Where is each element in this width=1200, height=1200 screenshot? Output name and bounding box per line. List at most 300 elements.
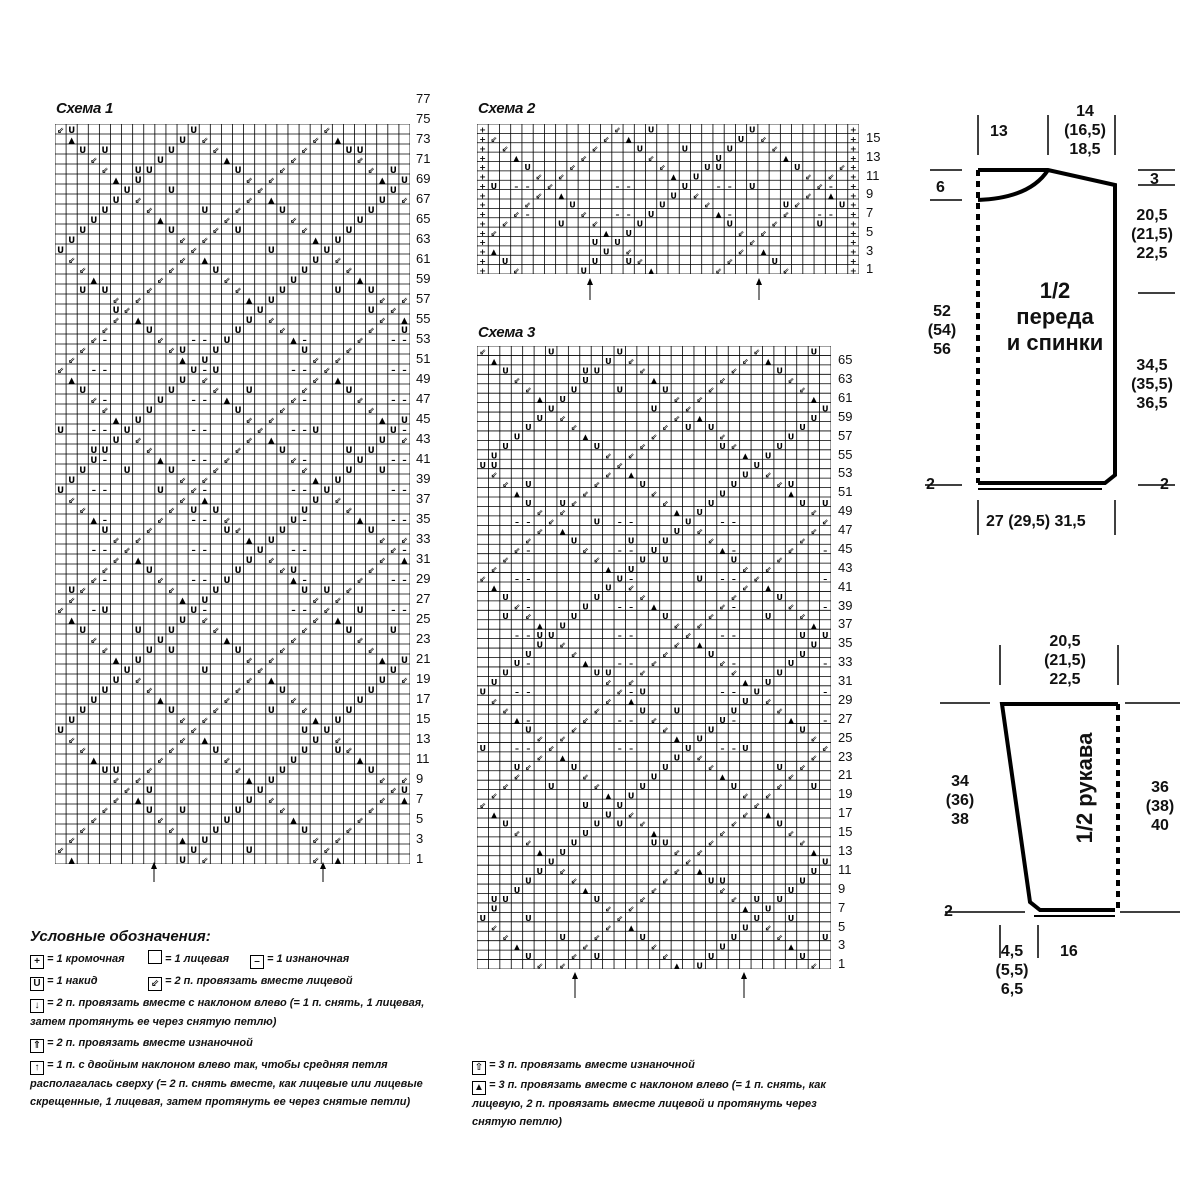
stitch-symbol: U [134,176,142,186]
stitch-symbol: ⇙ [696,848,704,858]
stitch-symbol: ⇙ [334,496,342,506]
stitch-symbol: ⇙ [145,286,153,296]
stitch-symbol: + [479,172,486,182]
stitch-symbol: ⇙ [490,135,498,145]
stitch-symbol: U [267,536,275,546]
stitch-symbol: U [334,746,342,756]
stitch-symbol: ⇙ [190,486,198,496]
stitch-symbol: U [367,286,375,296]
stitch-symbol: U [776,895,783,905]
stitch-symbol: ⇙ [201,856,209,864]
stitch-symbol: U [776,593,783,603]
stitch-symbol: ⇙ [810,734,818,744]
stitch-symbol: ⇙ [764,923,772,933]
row-number: 59 [838,408,853,424]
stitch-symbol: ⇙ [673,866,681,876]
stitch-symbol: ⇙ [525,385,532,395]
stitch-symbol: ⇙ [707,536,715,546]
stitch-symbol: ⇙ [267,656,275,666]
stitch-symbol: – [629,744,634,754]
stitch-symbol: U [356,456,364,466]
stitch-symbol: ⇙ [267,416,275,426]
stitch-symbol: – [102,396,108,406]
stitch-symbol: U [707,649,715,659]
stitch-symbol: ⇙ [627,451,635,461]
stitch-symbol: ⇙ [378,316,386,326]
stitch-symbol: ⇙ [546,181,554,191]
stitch-symbol: U [201,356,209,366]
stitch-symbol: ⇙ [776,781,783,791]
stitch-symbol: U [776,819,783,829]
stitch-symbol: – [526,687,531,697]
stitch-symbol: U [367,766,375,776]
stitch-symbol: ▲ [112,416,120,426]
legend-item-p2tog: ⇑ = 2 п. провязать вместе изнаночной [30,1034,253,1053]
stitch-symbol: ⇙ [793,200,801,210]
stitch-symbol: ⇙ [156,336,164,346]
stitch-symbol: – [731,517,736,527]
stitch-symbol: ▲ [650,829,658,839]
stitch-symbol: U [605,357,612,367]
stitch-symbol: ⇙ [782,266,790,274]
stitch-symbol: – [391,576,396,586]
stitch-symbol: + [850,256,857,266]
stitch-symbol: – [526,545,531,555]
stitch-symbol: U [625,228,632,238]
stitch-symbol: + [850,247,857,257]
stitch-symbol: U [502,612,509,622]
stitch-symbol: U [822,404,829,414]
stitch-symbol: ⇙ [289,696,298,706]
row-number: 7 [416,791,424,806]
stitch-symbol: ▲ [491,583,498,593]
row-number: 5 [866,223,874,239]
stitch-symbol: ⇙ [703,200,711,210]
stitch-symbol: ⇙ [90,336,98,346]
stitch-symbol: ⇙ [659,163,666,173]
stitch-symbol: ⇙ [112,776,120,786]
stitch-symbol: – [629,659,634,669]
stitch-symbol: ▲ [179,356,186,366]
stitch-symbol: U [659,200,666,210]
stitch-symbol: U [616,800,623,810]
stitch-symbol: ⇙ [536,734,544,744]
stitch-symbol: ▲ [90,756,98,766]
scheme2-grid [477,124,859,274]
row-number: 69 [416,171,431,186]
stitch-symbol: ▲ [810,848,817,858]
stitch-symbol: – [202,606,207,616]
row-number: 61 [416,251,431,266]
stitch-symbol: ⇙ [570,423,578,433]
stitch-symbol: ⇙ [501,144,509,154]
stitch-symbol: ⇙ [639,442,646,452]
stitch-symbol: – [91,606,96,616]
stitch-symbol: U [57,726,64,736]
stitch-symbol: ⇙ [719,376,726,386]
stitch-symbol: ⇙ [167,506,176,516]
stitch-symbol: U [715,163,722,173]
stitch-symbol: ⇙ [323,366,331,376]
stitch-symbol: U [730,479,738,489]
stitch-symbol: U [627,791,635,801]
stitch-symbol: ⇙ [334,596,342,606]
stitch-symbol: ⇙ [547,517,555,527]
stitch-symbol: ⇙ [367,566,375,576]
stitch-symbol: ⇙ [56,126,65,136]
stitch-symbol: – [823,659,828,669]
stitch-symbol: U [490,904,498,914]
sk2p-icon: ▲ [472,1081,486,1095]
stitch-symbol: U [345,466,353,476]
stitch-symbol: – [526,744,531,754]
stitch-symbol: U [525,649,532,659]
stitch-symbol: ▲ [765,357,772,367]
stitch-symbol: U [345,386,353,396]
stitch-symbol: U [570,763,578,773]
stitch-symbol: ⇙ [400,536,409,546]
stitch-symbol: – [615,181,620,191]
stitch-symbol: ⇙ [799,536,806,546]
stitch-symbol: – [391,486,396,496]
stitch-symbol: U [490,181,498,191]
stitch-symbol: U [753,914,761,924]
stitch-symbol: U [345,626,353,636]
stitch-symbol: ⇙ [730,819,738,829]
stitch-symbol: U [502,442,509,452]
stitch-symbol: ⇙ [234,766,242,776]
stitch-symbol: ▲ [290,816,297,826]
stitch-symbol: ⇙ [245,656,253,666]
stitch-symbol: U [685,423,692,433]
stitch-symbol: – [828,210,833,220]
stitch-symbol: ▲ [719,772,726,782]
stitch-symbol: U [787,659,795,669]
double-decrease-icon: ↑ [30,1061,44,1075]
stitch-symbol: ▲ [765,810,772,820]
row-number: 47 [416,391,431,406]
stitch-symbol: ⇙ [662,951,669,961]
stitch-symbol: – [727,210,732,220]
stitch-symbol: ⇙ [810,961,818,969]
stitch-symbol: U [513,885,521,895]
stitch-symbol: + [850,163,857,173]
stitch-symbol: ⇙ [627,357,635,367]
stitch-symbol: U [616,347,623,357]
stitch-symbol: ⇙ [256,426,264,436]
body-shoulder-drop: 3 [1150,171,1159,188]
stitch-symbol: ⇙ [156,516,164,526]
stitch-symbol: U [685,517,692,527]
stitch-symbol: U [490,451,498,461]
stitch-symbol: – [629,715,634,725]
stitch-symbol: U [79,706,87,716]
row-number: 29 [838,691,853,707]
stitch-symbol: – [617,602,622,612]
stitch-symbol: U [323,246,331,256]
stitch-symbol: ⇙ [356,396,364,406]
stitch-symbol: ⇙ [771,144,779,154]
stitch-symbol: U [301,746,309,756]
stitch-symbol: ▲ [334,616,342,626]
stitch-symbol: – [514,744,519,754]
row-number: 27 [838,710,853,726]
stitch-symbol: ⇙ [312,836,320,846]
stitch-symbol: ▲ [650,602,658,612]
stitch-symbol: U [179,806,187,816]
stitch-symbol: U [245,796,253,806]
stitch-symbol: ⇙ [68,496,76,506]
row-number: 43 [838,559,853,575]
stitch-symbol: U [593,593,601,603]
stitch-symbol: ⇙ [356,636,364,646]
stitch-symbol: – [727,181,732,191]
stitch-symbol: ⇙ [764,791,772,801]
stitch-symbol: ▲ [810,621,817,631]
stitch-symbol: – [626,181,631,191]
stitch-symbol: U [168,226,175,236]
stitch-symbol: ⇙ [776,932,783,942]
stitch-symbol: ▲ [201,256,209,266]
stitch-symbol: U [726,219,734,229]
stitch-symbol: ⇙ [356,816,364,826]
stitch-symbol: U [547,347,555,357]
body-side-length: 34,5 (35,5) 36,5 [1131,357,1173,412]
row-number: 35 [838,635,853,651]
stitch-symbol: U [707,423,715,433]
stitch-symbol: ⇙ [223,456,231,466]
stitch-symbol: U [112,676,120,686]
stitch-symbol: ▲ [742,904,749,914]
stitch-symbol: – [291,606,296,616]
stitch-symbol: ▲ [787,942,795,952]
stitch-symbol: ▲ [157,456,164,466]
stitch-symbol: U [559,621,566,631]
stitch-symbol: U [764,904,772,914]
stitch-symbol: + [850,125,857,135]
stitch-symbol: U [479,744,486,754]
scheme1-arrows [140,860,340,886]
stitch-symbol: U [179,136,187,146]
stitch-symbol: ⇙ [179,716,187,726]
stitch-symbol: ⇙ [245,196,253,206]
stitch-symbol: – [391,456,396,466]
stitch-symbol: + [479,191,486,201]
stitch-symbol: – [526,715,531,725]
stitch-symbol: U [547,781,555,791]
stitch-symbol: U [696,574,703,584]
stitch-symbol: ⇙ [525,612,532,622]
stitch-symbol: U [345,226,353,236]
stitch-symbol: ⇙ [616,460,624,470]
stitch-symbol: ⇙ [753,800,761,810]
stitch-symbol: U [570,536,578,546]
stitch-symbol: ▲ [312,236,319,246]
stitch-symbol: U [389,626,397,636]
stitch-symbol: – [823,715,828,725]
stitch-symbol: ⇙ [301,626,309,636]
stitch-symbol: U [179,616,187,626]
body-total-length: 52 (54) 56 [927,303,957,358]
stitch-symbol: – [817,210,822,220]
stitch-symbol: U [179,346,187,356]
stitch-symbol: ⇙ [112,536,120,546]
stitch-symbol: ⇙ [502,781,509,791]
stitch-symbol: ⇙ [378,556,386,566]
stitch-symbol: U [101,526,109,536]
stitch-symbol: – [629,687,634,697]
neckline [978,170,1048,200]
stitch-symbol: U [90,216,98,226]
stitch-symbol: – [720,517,725,527]
stitch-symbol: ⇙ [79,266,87,276]
stitch-symbol: ⇙ [827,172,835,182]
stitch-symbol: U [112,436,120,446]
stitch-symbol: U [68,236,76,246]
stitch-symbol: ⇙ [301,146,309,156]
row-number: 23 [838,748,853,764]
stitch-symbol: U [536,630,544,640]
row-number: 41 [838,578,853,594]
stitch-symbol: ⇙ [267,176,275,186]
stitch-symbol: – [302,516,307,526]
stitch-symbol: ▲ [827,191,834,201]
stitch-symbol: U [787,432,795,442]
stitch-symbol: U [719,942,726,952]
stitch-symbol: – [402,516,407,526]
stitch-symbol: U [490,895,498,905]
stitch-symbol: ⇙ [167,746,176,756]
stitch-symbol: U [593,668,601,678]
stitch-symbol: – [617,744,622,754]
row-number: 9 [866,186,874,202]
stitch-symbol: U [201,836,209,846]
stitch-symbol: U [749,181,756,191]
stitch-symbol: U [112,306,120,316]
stitch-symbol: ⇙ [570,951,578,961]
stitch-symbol: ⇙ [312,596,320,606]
stitch-symbol: – [731,602,736,612]
stitch-symbol: ⇙ [323,846,331,856]
stitch-symbol: U [787,885,795,895]
stitch-symbol: U [627,536,635,546]
stitch-symbol: ⇙ [650,432,658,442]
stitch-symbol: ⇙ [201,616,209,626]
scheme3-arrows [565,970,765,1000]
stitch-symbol: U [639,687,646,697]
stitch-symbol: ⇙ [559,413,567,423]
stitch-symbol: ▲ [223,636,231,646]
stitch-symbol: U [212,346,220,356]
stitch-symbol: ⇙ [582,489,589,499]
stitch-symbol: U [753,895,761,905]
stitch-symbol: U [605,583,612,593]
stitch-symbol: U [134,656,142,666]
stitch-symbol: ⇙ [345,506,353,516]
stitch-symbol: U [536,413,544,423]
stitch-symbol: ▲ [742,451,749,461]
stitch-symbol: – [402,336,407,346]
stitch-symbol: ⇙ [267,316,275,326]
stitch-symbol: ⇙ [627,583,635,593]
stitch-symbol: U [776,763,783,773]
stitch-symbol: U [367,306,375,316]
stitch-symbol: ⇙ [512,266,520,274]
stitch-symbol: – [202,516,207,526]
stitch-symbol: U [479,914,486,924]
stitch-symbol: ▲ [90,516,98,526]
stitch-symbol: ⇙ [535,191,543,201]
row-number: 63 [416,231,431,246]
stitch-symbol: ⇙ [68,836,76,846]
stitch-symbol: – [302,336,307,346]
stitch-symbol: + [479,238,486,248]
stitch-symbol: U [502,366,509,376]
body-neck-top: 13 [990,123,1008,140]
stitch-symbol: U [278,526,286,536]
stitch-symbol: ▲ [490,247,497,257]
stitch-symbol: ⇙ [639,819,646,829]
row-number: 13 [838,843,853,858]
row-number: 35 [416,511,431,526]
stitch-symbol: U [742,696,749,706]
stitch-symbol: ⇙ [323,126,331,136]
stitch-symbol: ▲ [628,923,635,933]
stitch-symbol: U [730,781,738,791]
stitch-symbol: U [639,932,646,942]
purl-stitch-icon: – [250,955,264,969]
stitch-symbol: ⇙ [604,470,612,480]
stitch-symbol: – [391,366,396,376]
stitch-symbol: U [145,786,153,796]
stitch-symbol: U [90,446,98,456]
stitch-symbol: ⇙ [582,942,589,952]
stitch-symbol: U [593,517,601,527]
stitch-symbol: U [168,466,175,476]
stitch-symbol: + [850,181,857,191]
stitch-symbol: ⇙ [234,286,242,296]
stitch-symbol: ⇙ [662,423,669,433]
stitch-symbol: ▲ [558,191,565,201]
stitch-symbol: U [810,866,818,876]
stitch-symbol: ▲ [157,216,164,226]
stitch-symbol: ▲ [673,734,680,744]
sleeve-label: 1/2 рукава [1072,732,1097,844]
stitch-symbol: ⇙ [604,923,612,933]
stitch-symbol: + [850,266,857,274]
sleeve-cuff-width: 4,5 (5,5) 6,5 [995,943,1029,998]
stitch-symbol: ⇙ [513,772,521,782]
stitch-symbol: U [490,678,498,688]
stitch-symbol: ▲ [290,336,297,346]
stitch-symbol: – [617,545,622,555]
stitch-symbol: U [190,366,198,376]
stitch-symbol: ▲ [582,659,589,669]
stitch-symbol: – [191,456,196,466]
stitch-symbol: U [776,442,783,452]
stitch-symbol: U [334,476,342,486]
stitch-symbol: – [402,576,407,586]
stitch-symbol: ⇙ [345,826,353,836]
stitch-symbol: U [323,726,331,736]
stitch-symbol: – [629,545,634,555]
stitch-symbol: ⇙ [741,357,749,367]
stitch-symbol: U [101,446,109,456]
stitch-symbol: ⇙ [212,466,220,476]
stitch-symbol: ⇙ [559,961,567,969]
stitch-symbol: ⇙ [312,616,320,626]
row-number: 65 [416,211,431,226]
